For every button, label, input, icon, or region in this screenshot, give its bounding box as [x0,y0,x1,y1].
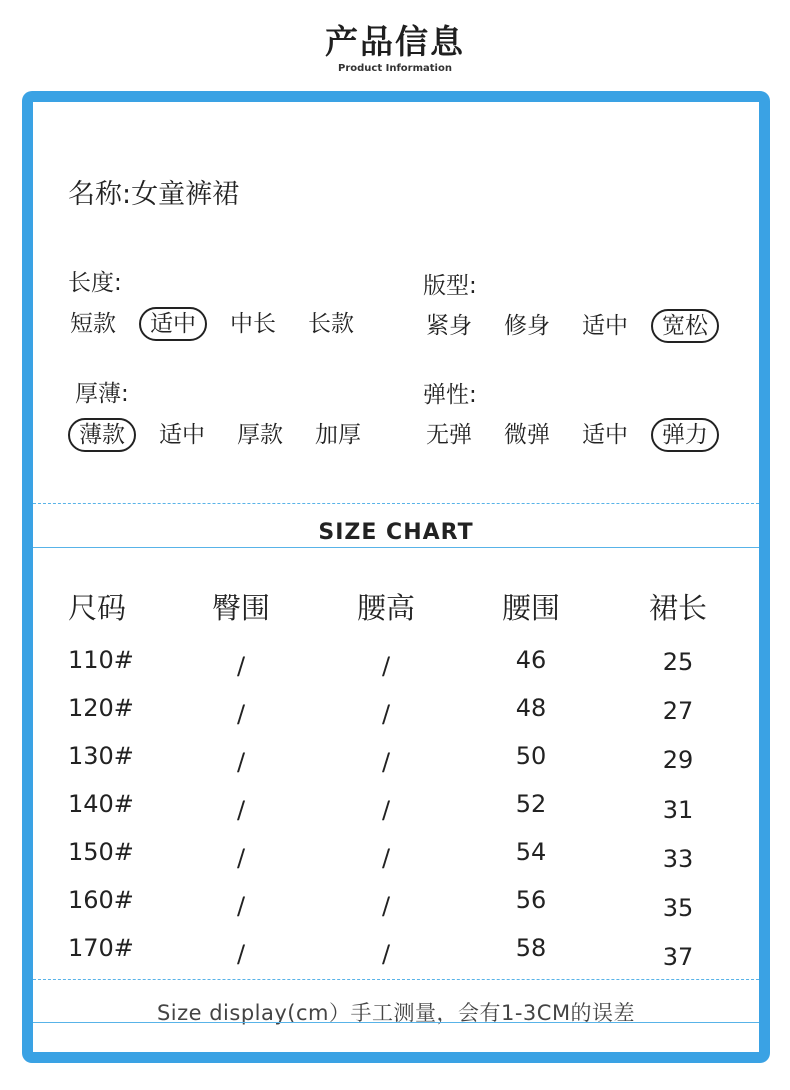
table-cell: 120# [68,694,134,722]
table-cell: / [381,940,391,968]
option-chip: 中长 [230,311,276,337]
table-cell: / [381,892,391,920]
option-chip-selected: 薄款 [68,418,136,452]
table-cell: 170# [68,934,134,962]
table-cell: 110# [68,646,134,674]
attr-elasticity-options [417,418,733,452]
table-cell: 150# [68,838,134,866]
table-cell: 50 [515,742,547,770]
option-chip: 加厚 [315,422,361,448]
attr-length-label: 长度: [68,270,122,296]
product-name: 名称:女童裤裙 [68,179,240,210]
table-cell: / [236,940,246,968]
table-cell: / [381,652,391,680]
table-cell: 48 [515,694,547,722]
table-cell: 31 [662,795,694,824]
table-cell: 130# [68,742,134,770]
table-cell: / [236,652,246,680]
option-chip: 适中 [159,422,205,448]
divider [33,979,759,980]
table-cell: / [236,748,246,776]
option-chip: 适中 [582,313,628,339]
option-chip: 修身 [504,313,550,339]
option-chip-selected: 弹力 [651,418,719,452]
attr-fit-label: 版型: [423,273,477,299]
table-cell: / [236,796,246,824]
option-chip: 短款 [70,311,116,337]
header-rise: 腰高 [356,591,415,625]
attr-fit-options [417,309,733,343]
header-subtitle: Product Information [338,63,452,74]
table-cell: 29 [662,746,694,775]
table-cell: 35 [662,894,694,922]
attr-elasticity-label: 弹性: [423,382,477,408]
header-length: 裙长 [648,591,707,625]
table-cell: 58 [515,934,547,962]
divider [33,503,759,504]
table-cell: 160# [68,886,134,914]
table-cell: 56 [515,886,547,914]
header-hip: 臀围 [211,591,270,625]
table-cell: 25 [662,648,694,676]
table-cell: / [381,844,391,872]
table-cell: 37 [662,943,694,972]
option-chip: 长款 [308,311,354,337]
option-chip: 无弹 [426,422,472,448]
option-chip-selected: 宽松 [651,309,719,343]
table-cell: / [236,700,246,728]
measurement-note: Size display(cm）手工测量，会有1-3CM的误差 [156,1001,636,1025]
table-cell: 54 [515,838,547,866]
table-cell: / [381,796,391,824]
table-cell: 52 [515,790,547,818]
attr-thickness-options [68,418,384,452]
size-chart-title: SIZE CHART [318,520,474,545]
table-cell: / [236,844,246,872]
header-size: 尺码 [68,591,127,625]
divider [33,1022,759,1023]
table-cell: 140# [68,790,134,818]
option-chip: 厚款 [237,422,283,448]
attr-thickness-label: 厚薄: [75,381,129,407]
option-chip: 微弹 [504,422,550,448]
table-cell: / [381,748,391,776]
divider [33,547,759,548]
option-chip-selected: 适中 [139,307,207,341]
header-title: 产品信息 [325,22,465,61]
table-cell: 33 [662,844,694,873]
option-chip: 紧身 [426,313,472,339]
header-waist: 腰围 [501,591,560,625]
option-chip: 适中 [582,422,628,448]
table-cell: / [381,700,391,728]
product-info-card [22,91,770,1063]
table-cell: 27 [662,697,694,726]
table-cell: / [236,892,246,920]
attr-length-options [61,307,377,341]
table-cell: 46 [515,646,547,674]
